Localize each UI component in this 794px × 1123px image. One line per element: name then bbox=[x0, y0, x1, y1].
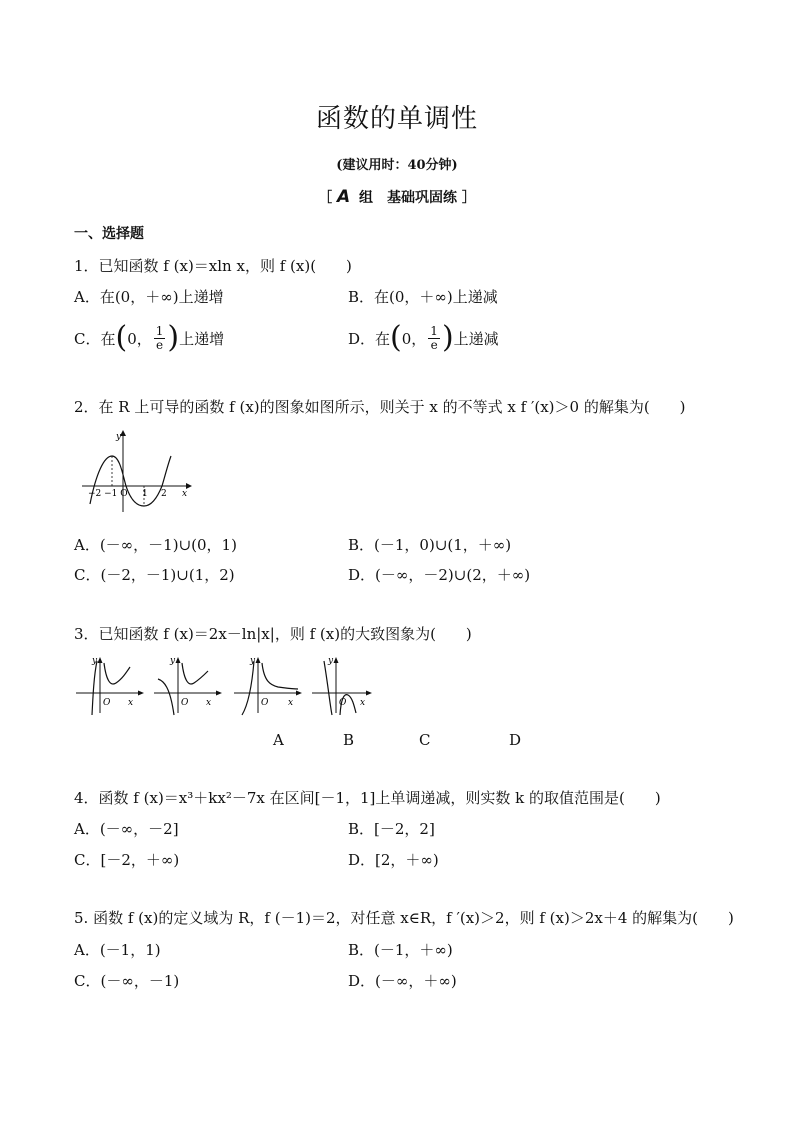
fraction-numerator: 1 bbox=[430, 323, 438, 338]
x-label: x bbox=[128, 698, 134, 708]
question-4-option-b: B．[－2，2] bbox=[348, 820, 435, 838]
question-5-option-d: D．(－∞，＋∞) bbox=[348, 972, 457, 990]
interval-start: 0， bbox=[401, 329, 427, 348]
x-label: x bbox=[360, 698, 366, 708]
fraction-one-over-e bbox=[154, 325, 166, 352]
x-axis-arrow bbox=[216, 691, 222, 696]
graph-label-b: B bbox=[343, 731, 355, 749]
question-2-option-b: B．(－1，0)∪(1，＋∞) bbox=[348, 536, 512, 554]
fraction-denominator: e bbox=[430, 337, 438, 352]
option-c-suffix: 上递增 bbox=[179, 329, 225, 348]
origin-label: O bbox=[103, 698, 111, 708]
question-4-option-d: D．[2，＋∞) bbox=[348, 851, 439, 869]
question-3-graphs bbox=[74, 655, 374, 717]
y-axis-arrow bbox=[176, 657, 181, 663]
origin-label: O bbox=[339, 698, 347, 708]
graph-label-a: A bbox=[273, 731, 284, 749]
graph-d bbox=[312, 656, 372, 715]
question-1-option-d bbox=[348, 318, 499, 358]
y-label: y bbox=[92, 656, 98, 666]
y-label: y bbox=[170, 656, 176, 666]
question-5-stem: 5. 函数 f (x)的定义域为 R，f (－1)＝2，对任意 x∈R，f ′(x)＞2，则 f (x)＞2x＋4 的解集为( ) bbox=[74, 909, 734, 927]
origin-label: O bbox=[181, 698, 189, 708]
tick-1: 1 bbox=[142, 489, 148, 499]
curve-left bbox=[92, 661, 97, 715]
tick-2: 2 bbox=[161, 489, 167, 499]
paren-close: ) bbox=[167, 320, 180, 355]
group-label: 组 基础巩固练 bbox=[359, 190, 458, 206]
question-1-option-a: A．在(0，＋∞)上递增 bbox=[74, 288, 224, 306]
question-1-stem: 1．已知函数 f (x)＝xln x，则 f (x)( ) bbox=[74, 257, 352, 275]
x-label: x bbox=[288, 698, 294, 708]
question-1-option-b: B．在(0，＋∞)上递减 bbox=[348, 288, 498, 306]
question-2-option-d: D．(－∞，－2)∪(2，＋∞) bbox=[348, 566, 531, 584]
question-2-stem: 2．在 R 上可导的函数 f (x)的图象如图所示，则关于 x 的不等式 x f ′(x)＞0 的解集为( ) bbox=[74, 398, 686, 416]
x-axis-arrow bbox=[296, 691, 302, 696]
interval-start: 0， bbox=[127, 329, 152, 348]
paren-open: ( bbox=[115, 320, 128, 355]
y-label: y bbox=[116, 432, 122, 442]
question-2-option-a: A．(－∞，－1)∪(0，1) bbox=[74, 536, 237, 554]
curve-right bbox=[182, 663, 208, 684]
question-4-stem: 4．函数 f (x)＝x³＋kx²－7x 在区间[－1，1]上单调递减，则实数 k 的取值范围是( ) bbox=[74, 789, 661, 807]
time-hint: (建议用时：40分钟) bbox=[336, 158, 458, 173]
question-1-option-c bbox=[74, 318, 224, 358]
curve-left bbox=[324, 661, 332, 715]
y-axis-arrow bbox=[256, 657, 261, 663]
x-axis-arrow bbox=[138, 691, 144, 696]
x-label: x bbox=[206, 698, 212, 708]
graph-b bbox=[154, 656, 222, 715]
x-label: x bbox=[182, 489, 188, 499]
paren-open: ( bbox=[390, 320, 402, 355]
tick-labels: −2 −1 O bbox=[88, 489, 128, 499]
question-5-option-c: C．(－∞，－1) bbox=[74, 972, 180, 990]
curve-right bbox=[104, 663, 130, 684]
fraction-numerator: 1 bbox=[155, 323, 164, 338]
curve-left bbox=[242, 661, 254, 715]
x-axis-arrow bbox=[366, 691, 372, 696]
y-label: y bbox=[250, 656, 256, 666]
option-c-prefix: C．在 bbox=[74, 329, 116, 348]
graph-c bbox=[234, 656, 302, 715]
bracket-right: ］ bbox=[461, 190, 476, 206]
curve-right bbox=[262, 663, 298, 689]
y-axis-arrow bbox=[334, 657, 339, 663]
question-2-graph bbox=[78, 426, 198, 516]
page-title: 函数的单调性 bbox=[315, 104, 478, 134]
curve-left bbox=[158, 679, 174, 715]
question-4-option-c: C．[－2，＋∞) bbox=[74, 851, 180, 869]
fraction-denominator: e bbox=[156, 337, 164, 352]
graph-label-c: C bbox=[419, 731, 431, 749]
paren-close: ) bbox=[441, 320, 454, 355]
y-axis-arrow bbox=[98, 657, 103, 663]
question-4-option-a: A．(－∞，－2] bbox=[74, 820, 179, 838]
group-badge: A bbox=[336, 187, 351, 207]
group-heading bbox=[0, 187, 794, 207]
option-d-suffix: 上递减 bbox=[453, 329, 499, 348]
y-label: y bbox=[328, 656, 334, 666]
bracket-left: ［ bbox=[318, 190, 333, 206]
section-heading: 一、选择题 bbox=[74, 226, 144, 242]
question-5-option-a: A．(－1，1) bbox=[74, 941, 161, 959]
question-3-stem: 3．已知函数 f (x)＝2x－ln|x|，则 f (x)的大致图象为( ) bbox=[74, 625, 472, 643]
question-2-option-c: C．(－2，－1)∪(1，2) bbox=[74, 566, 235, 584]
option-d-prefix: D．在 bbox=[348, 329, 391, 348]
fraction-one-over-e bbox=[428, 325, 440, 352]
graph-a bbox=[76, 656, 144, 715]
origin-label: O bbox=[261, 698, 269, 708]
question-5-option-b: B．(－1，＋∞) bbox=[348, 941, 453, 959]
graph-label-d: D bbox=[509, 731, 522, 749]
